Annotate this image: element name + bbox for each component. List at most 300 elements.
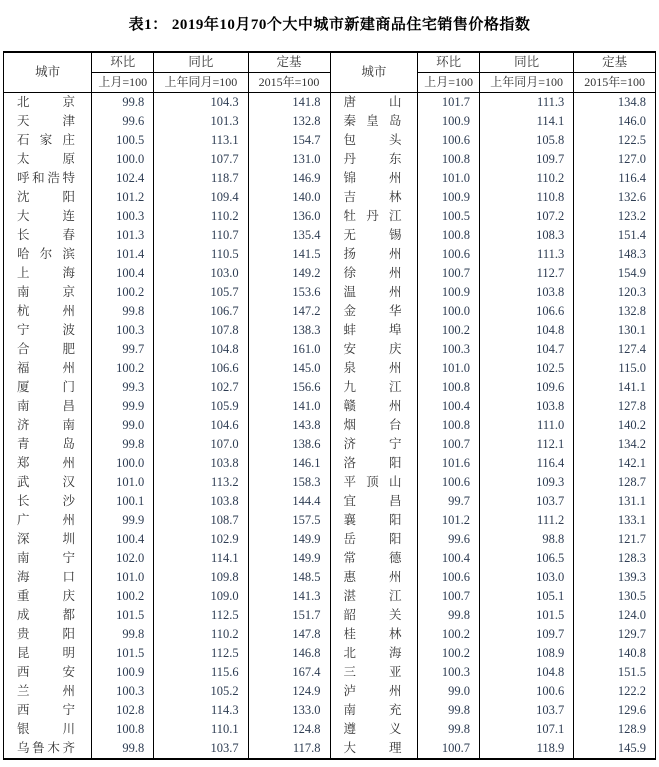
mom-index-value: 100.4 (92, 264, 154, 283)
city-name-cell (4, 397, 92, 416)
yoy-index-value: 104.8 (154, 340, 248, 359)
city-name-cell (4, 530, 92, 549)
city-name-cell (4, 302, 92, 321)
city-name-cell (330, 606, 418, 625)
city-name: 呼和浩特 (17, 171, 75, 185)
yoy-index-value: 102.5 (480, 359, 574, 378)
table-row (330, 302, 655, 321)
yoy-index-value: 110.8 (480, 188, 574, 207)
mom-index-value: 100.7 (418, 739, 480, 758)
yoy-index-value: 106.6 (154, 359, 248, 378)
table-row (330, 264, 655, 283)
city-name-cell (330, 511, 418, 530)
fixed-base-index-value: 132.6 (574, 188, 655, 207)
mom-index-value: 99.9 (92, 397, 154, 416)
city-name: 西安 (17, 665, 75, 679)
city-name-cell (330, 587, 418, 606)
table-row (4, 131, 330, 150)
fixed-base-index-value: 149.2 (248, 264, 329, 283)
table-left-header (4, 53, 330, 93)
city-name: 重庆 (17, 589, 75, 603)
city-name-cell (4, 625, 92, 644)
table-row (4, 682, 330, 701)
mom-index-value: 100.3 (418, 663, 480, 682)
yoy-index-value: 113.2 (154, 473, 248, 492)
yoy-index-value: 106.6 (480, 302, 574, 321)
mom-index-value: 102.0 (92, 549, 154, 568)
yoy-index-value: 112.1 (480, 435, 574, 454)
table-row (330, 720, 655, 739)
city-name: 西宁 (17, 703, 75, 717)
table-row (330, 378, 655, 397)
fixed-base-index-value: 138.3 (248, 321, 329, 340)
city-name-cell (330, 701, 418, 720)
fixed-base-index-value: 129.7 (574, 625, 655, 644)
table-row (330, 549, 655, 568)
mom-index-value: 100.7 (418, 587, 480, 606)
fixed-base-index-value: 124.0 (574, 606, 655, 625)
yoy-index-value: 110.2 (154, 207, 248, 226)
city-name: 牡丹江 (343, 209, 402, 223)
table-row (4, 169, 330, 188)
city-name: 兰州 (17, 684, 75, 698)
city-name: 平顶山 (343, 475, 402, 489)
city-name: 洛阳 (343, 456, 402, 470)
city-name-cell (4, 511, 92, 530)
fixed-base-index-value: 133.0 (248, 701, 329, 720)
city-name-cell (4, 378, 92, 397)
mom-index-value: 100.6 (418, 245, 480, 264)
city-name-cell (330, 112, 418, 131)
city-name-cell (4, 321, 92, 340)
fixed-base-index-value: 133.1 (574, 511, 655, 530)
yoy-index-value: 109.0 (154, 587, 248, 606)
mom-index-value: 100.8 (418, 226, 480, 245)
city-name: 广州 (17, 513, 75, 527)
city-name: 包头 (343, 133, 402, 147)
yoy-index-value: 111.3 (480, 245, 574, 264)
city-name: 秦皇岛 (343, 114, 402, 128)
city-name: 天津 (17, 114, 75, 128)
city-name-cell (330, 530, 418, 549)
col-header-mom: 环比 (418, 53, 480, 73)
fixed-base-index-value: 140.8 (574, 644, 655, 663)
city-name-cell (4, 587, 92, 606)
col-subheader-mom: 上月=100 (92, 73, 154, 93)
fixed-base-index-value: 153.6 (248, 283, 329, 302)
yoy-index-value: 107.2 (480, 207, 574, 226)
fixed-base-index-value: 121.7 (574, 530, 655, 549)
city-name: 桂林 (343, 627, 402, 641)
fixed-base-index-value: 136.0 (248, 207, 329, 226)
table-row (4, 644, 330, 663)
mom-index-value: 101.0 (418, 169, 480, 188)
yoy-index-value: 100.6 (480, 682, 574, 701)
city-name: 大理 (343, 741, 402, 755)
fixed-base-index-value: 127.4 (574, 340, 655, 359)
yoy-index-value: 108.3 (480, 226, 574, 245)
table-row (4, 93, 330, 113)
city-name: 韶关 (343, 608, 402, 622)
mom-index-value: 99.8 (92, 625, 154, 644)
table-row (330, 321, 655, 340)
mom-index-value: 99.6 (92, 112, 154, 131)
city-name: 郑州 (17, 456, 75, 470)
table-row (330, 359, 655, 378)
yoy-index-value: 107.1 (480, 720, 574, 739)
table-right-header (330, 53, 655, 93)
city-name-cell (330, 93, 418, 113)
city-name: 杭州 (17, 304, 75, 318)
fixed-base-index-value: 158.3 (248, 473, 329, 492)
city-name: 丹东 (343, 152, 402, 166)
fixed-base-index-value: 124.8 (248, 720, 329, 739)
city-name-cell (4, 359, 92, 378)
mom-index-value: 100.2 (92, 359, 154, 378)
yoy-index-value: 98.8 (480, 530, 574, 549)
table-row (330, 131, 655, 150)
fixed-base-index-value: 142.1 (574, 454, 655, 473)
yoy-index-value: 114.1 (154, 549, 248, 568)
city-name-cell (4, 169, 92, 188)
mom-index-value: 100.2 (418, 321, 480, 340)
city-name: 锦州 (343, 171, 402, 185)
mom-index-value: 100.6 (418, 473, 480, 492)
yoy-index-value: 118.7 (154, 169, 248, 188)
mom-index-value: 100.7 (418, 264, 480, 283)
col-subheader-yoy: 上年同月=100 (154, 73, 248, 93)
fixed-base-index-value: 138.6 (248, 435, 329, 454)
mom-index-value: 101.2 (418, 511, 480, 530)
mom-index-value: 101.6 (418, 454, 480, 473)
fixed-base-index-value: 141.8 (248, 93, 329, 113)
city-name-cell (4, 112, 92, 131)
fixed-base-index-value: 130.1 (574, 321, 655, 340)
table-row (4, 245, 330, 264)
city-name-cell (4, 473, 92, 492)
table-row (4, 435, 330, 454)
city-name: 太原 (17, 152, 75, 166)
city-name: 南充 (343, 703, 402, 717)
city-name-cell (4, 226, 92, 245)
city-name-cell (4, 93, 92, 113)
mom-index-value: 100.2 (92, 587, 154, 606)
city-name: 常德 (343, 551, 402, 565)
mom-index-value: 99.8 (92, 93, 154, 113)
city-name: 襄阳 (343, 513, 402, 527)
table-row (4, 454, 330, 473)
fixed-base-index-value: 130.5 (574, 587, 655, 606)
city-name: 青岛 (17, 437, 75, 451)
mom-index-value: 99.7 (418, 492, 480, 511)
city-name-cell (330, 739, 418, 758)
table-row (330, 606, 655, 625)
table-row (4, 302, 330, 321)
mom-index-value: 100.2 (418, 644, 480, 663)
fixed-base-index-value: 129.6 (574, 701, 655, 720)
fixed-base-index-value: 117.8 (248, 739, 329, 758)
yoy-index-value: 104.6 (154, 416, 248, 435)
city-name-cell (330, 549, 418, 568)
city-name-cell (330, 169, 418, 188)
city-name-cell (330, 131, 418, 150)
yoy-index-value: 107.0 (154, 435, 248, 454)
mom-index-value: 99.8 (418, 606, 480, 625)
city-name-cell (4, 492, 92, 511)
city-name: 长春 (17, 228, 75, 242)
yoy-index-value: 106.7 (154, 302, 248, 321)
city-name: 合肥 (17, 342, 75, 356)
fixed-base-index-value: 135.4 (248, 226, 329, 245)
fixed-base-index-value: 151.7 (248, 606, 329, 625)
mom-index-value: 99.8 (418, 720, 480, 739)
mom-index-value: 100.9 (418, 112, 480, 131)
mom-index-value: 100.1 (92, 492, 154, 511)
table-row (4, 283, 330, 302)
fixed-base-index-value: 131.0 (248, 150, 329, 169)
city-name-cell (330, 359, 418, 378)
table-row (330, 587, 655, 606)
fixed-base-index-value: 149.9 (248, 549, 329, 568)
city-name: 成都 (17, 608, 75, 622)
table-row (330, 473, 655, 492)
mom-index-value: 100.0 (92, 454, 154, 473)
yoy-index-value: 103.7 (154, 739, 248, 758)
mom-index-value: 101.0 (92, 473, 154, 492)
yoy-index-value: 112.5 (154, 606, 248, 625)
city-name: 贵阳 (17, 627, 75, 641)
city-name-cell (330, 625, 418, 644)
yoy-index-value: 103.0 (480, 568, 574, 587)
table-row (4, 207, 330, 226)
mom-index-value: 99.8 (92, 302, 154, 321)
table-row (330, 93, 655, 113)
fixed-base-index-value: 157.5 (248, 511, 329, 530)
city-name-cell (330, 264, 418, 283)
fixed-base-index-value: 141.5 (248, 245, 329, 264)
table-row (330, 169, 655, 188)
col-header-base: 定基 (574, 53, 655, 73)
yoy-index-value: 109.3 (480, 473, 574, 492)
table-row (330, 644, 655, 663)
city-name: 岳阳 (343, 532, 402, 546)
city-name-cell (330, 207, 418, 226)
fixed-base-index-value: 154.9 (574, 264, 655, 283)
fixed-base-index-value: 149.9 (248, 530, 329, 549)
city-name: 银川 (17, 722, 75, 736)
mom-index-value: 100.3 (92, 321, 154, 340)
fixed-base-index-value: 145.0 (248, 359, 329, 378)
yoy-index-value: 109.8 (154, 568, 248, 587)
yoy-index-value: 114.1 (480, 112, 574, 131)
table-row (4, 587, 330, 606)
col-header-city: 城市 (330, 53, 418, 93)
table-row (4, 511, 330, 530)
fixed-base-index-value: 134.2 (574, 435, 655, 454)
fixed-base-index-value: 140.2 (574, 416, 655, 435)
table-row (4, 473, 330, 492)
fixed-base-index-value: 148.3 (574, 245, 655, 264)
table-row (4, 226, 330, 245)
table-row (4, 150, 330, 169)
yoy-index-value: 106.5 (480, 549, 574, 568)
city-name-cell (4, 644, 92, 663)
city-name-cell (330, 321, 418, 340)
yoy-index-value: 112.7 (480, 264, 574, 283)
fixed-base-index-value: 147.2 (248, 302, 329, 321)
mom-index-value: 100.5 (92, 131, 154, 150)
mom-index-value: 100.9 (418, 283, 480, 302)
city-name-cell (4, 264, 92, 283)
mom-index-value: 100.4 (418, 549, 480, 568)
mom-index-value: 99.6 (418, 530, 480, 549)
yoy-index-value: 116.4 (480, 454, 574, 473)
mom-index-value: 102.4 (92, 169, 154, 188)
city-name-cell (4, 739, 92, 758)
city-name-cell (4, 454, 92, 473)
city-name-cell (4, 150, 92, 169)
city-name: 泉州 (343, 361, 402, 375)
yoy-index-value: 109.4 (154, 188, 248, 207)
city-name-cell (330, 340, 418, 359)
col-subheader-base: 2015年=100 (574, 73, 655, 93)
mom-index-value: 99.3 (92, 378, 154, 397)
fixed-base-index-value: 116.4 (574, 169, 655, 188)
table-row (330, 454, 655, 473)
fixed-base-index-value: 123.2 (574, 207, 655, 226)
city-name: 烟台 (343, 418, 402, 432)
yoy-index-value: 103.7 (480, 492, 574, 511)
fixed-base-index-value: 145.9 (574, 739, 655, 758)
city-name-cell (330, 302, 418, 321)
table-row (330, 112, 655, 131)
table-row (4, 720, 330, 739)
yoy-index-value: 103.8 (480, 397, 574, 416)
mom-index-value: 100.3 (92, 682, 154, 701)
city-name: 宁波 (17, 323, 75, 337)
mom-index-value: 99.8 (92, 435, 154, 454)
mom-index-value: 100.6 (418, 131, 480, 150)
fixed-base-index-value: 128.7 (574, 473, 655, 492)
city-name-cell (330, 663, 418, 682)
fixed-base-index-value: 128.3 (574, 549, 655, 568)
col-header-base: 定基 (248, 53, 329, 73)
city-name: 徐州 (343, 266, 402, 280)
table-row (330, 530, 655, 549)
fixed-base-index-value: 127.0 (574, 150, 655, 169)
yoy-index-value: 110.2 (480, 169, 574, 188)
table-row (330, 397, 655, 416)
mom-index-value: 99.0 (92, 416, 154, 435)
city-name: 长沙 (17, 494, 75, 508)
table-row (330, 283, 655, 302)
yoy-index-value: 101.5 (480, 606, 574, 625)
yoy-index-value: 105.1 (480, 587, 574, 606)
fixed-base-index-value: 122.5 (574, 131, 655, 150)
fixed-base-index-value: 147.8 (248, 625, 329, 644)
city-name-cell (330, 226, 418, 245)
table-row (330, 150, 655, 169)
city-name-cell (4, 606, 92, 625)
table-row (4, 359, 330, 378)
fixed-base-index-value: 140.0 (248, 188, 329, 207)
table-row (330, 492, 655, 511)
city-name-cell (4, 340, 92, 359)
city-name-cell (330, 720, 418, 739)
col-header-yoy: 同比 (480, 53, 574, 73)
mom-index-value: 100.5 (418, 207, 480, 226)
city-name: 南昌 (17, 399, 75, 413)
col-header-city: 城市 (4, 53, 92, 93)
city-name: 唐山 (343, 95, 402, 109)
col-subheader-mom: 上月=100 (418, 73, 480, 93)
yoy-index-value: 109.7 (480, 150, 574, 169)
city-name-cell (330, 397, 418, 416)
table-row (330, 435, 655, 454)
yoy-index-value: 110.1 (154, 720, 248, 739)
yoy-index-value: 103.7 (480, 701, 574, 720)
table-row (4, 530, 330, 549)
yoy-index-value: 110.5 (154, 245, 248, 264)
fixed-base-index-value: 132.8 (248, 112, 329, 131)
fixed-base-index-value: 128.9 (574, 720, 655, 739)
city-name: 乌鲁木齐 (17, 741, 75, 755)
mom-index-value: 100.8 (92, 720, 154, 739)
mom-index-value: 101.3 (92, 226, 154, 245)
yoy-index-value: 103.0 (154, 264, 248, 283)
yoy-index-value: 102.7 (154, 378, 248, 397)
city-name: 蚌埠 (343, 323, 402, 337)
mom-index-value: 100.7 (418, 435, 480, 454)
col-header-yoy: 同比 (154, 53, 248, 73)
table-row (4, 625, 330, 644)
city-name: 赣州 (343, 399, 402, 413)
city-name-cell (330, 378, 418, 397)
yoy-index-value: 103.8 (154, 454, 248, 473)
fixed-base-index-value: 146.0 (574, 112, 655, 131)
city-name-cell (4, 663, 92, 682)
table-left-half (4, 53, 330, 758)
table-row (330, 701, 655, 720)
city-name: 哈尔滨 (17, 247, 75, 261)
fixed-base-index-value: 115.0 (574, 359, 655, 378)
table-row (330, 682, 655, 701)
yoy-index-value: 103.8 (480, 283, 574, 302)
mom-index-value: 101.2 (92, 188, 154, 207)
city-name-cell (330, 568, 418, 587)
city-name: 南京 (17, 285, 75, 299)
fixed-base-index-value: 141.0 (248, 397, 329, 416)
table-row (330, 625, 655, 644)
col-subheader-yoy: 上年同月=100 (480, 73, 574, 93)
fixed-base-index-value: 167.4 (248, 663, 329, 682)
city-name-cell (330, 188, 418, 207)
fixed-base-index-value: 134.8 (574, 93, 655, 113)
mom-index-value: 100.9 (92, 663, 154, 682)
city-name-cell (330, 150, 418, 169)
city-name-cell (4, 435, 92, 454)
yoy-index-value: 103.8 (154, 492, 248, 511)
table-row (4, 606, 330, 625)
yoy-index-value: 111.3 (480, 93, 574, 113)
table-row (330, 226, 655, 245)
mom-index-value: 100.8 (418, 150, 480, 169)
table-row (4, 568, 330, 587)
yoy-index-value: 108.7 (154, 511, 248, 530)
table-row (330, 568, 655, 587)
table-row (4, 663, 330, 682)
city-name-cell (330, 416, 418, 435)
